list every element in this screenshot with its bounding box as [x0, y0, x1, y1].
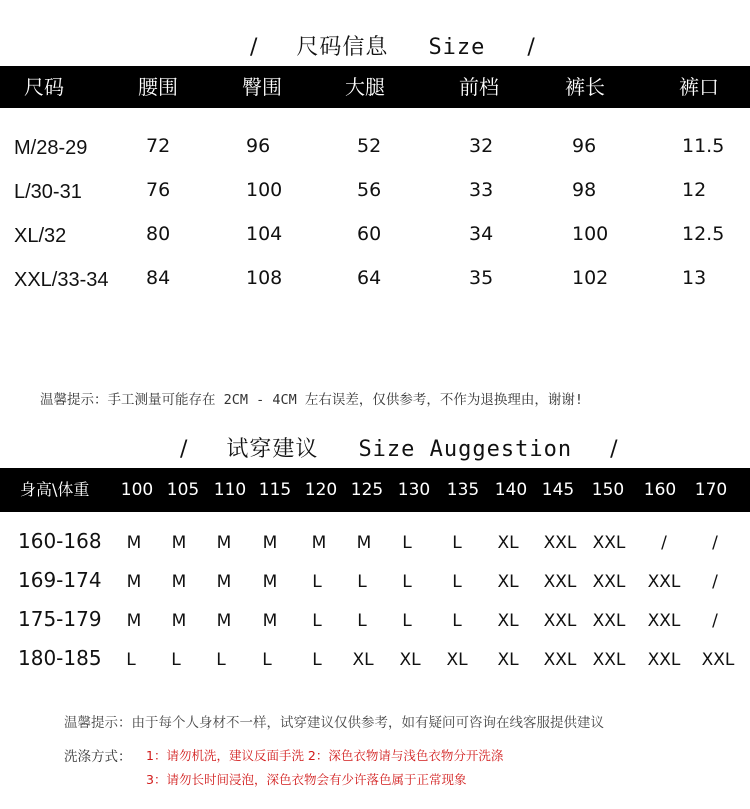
header-waist: 腰围 — [138, 75, 178, 99]
header-weight: 130 — [397, 480, 431, 500]
table-row — [0, 132, 750, 176]
header-front-rise: 前档 — [459, 75, 499, 99]
title-slash-left: / — [180, 437, 189, 462]
cell-front-rise: 35 — [469, 267, 494, 289]
table-row — [0, 606, 750, 645]
header-hip: 臀围 — [242, 75, 282, 99]
cell-thigh: 60 — [357, 223, 382, 245]
cell-front-rise: 33 — [469, 179, 494, 201]
size-table-header — [0, 66, 750, 108]
height-label: 169-174 — [18, 568, 102, 592]
suggestion-table-header — [0, 468, 750, 512]
table-row — [0, 176, 750, 220]
header-weight: 140 — [494, 480, 528, 500]
size-cell: L — [312, 650, 322, 670]
cell-length: 100 — [572, 223, 609, 245]
size-cell: / — [712, 611, 718, 631]
washing-label: 洗涤方式： — [64, 749, 132, 765]
header-size: 尺码 — [24, 75, 64, 99]
size-cell: L — [402, 611, 412, 631]
table-row — [0, 220, 750, 264]
size-label: M/28-29 — [14, 137, 88, 159]
size-cell: XL — [446, 650, 468, 670]
cell-hip: 108 — [246, 267, 283, 289]
header-weight: 145 — [541, 480, 575, 500]
cell-hip: 104 — [246, 223, 283, 245]
size-cell: M — [216, 572, 232, 592]
header-thigh: 大腿 — [345, 75, 385, 99]
size-cell: XL — [497, 533, 519, 553]
size-cell: L — [312, 572, 322, 592]
size-cell: L — [312, 611, 322, 631]
size-cell: L — [402, 533, 412, 553]
size-cell: L — [262, 650, 272, 670]
size-cell: M — [171, 611, 187, 631]
size-cell: L — [452, 611, 462, 631]
cell-hip: 100 — [246, 179, 283, 201]
cell-hip: 96 — [246, 135, 271, 157]
title-cn: 尺码信息 — [296, 35, 389, 60]
cell-waist: 84 — [146, 267, 171, 289]
washing-line-1: 1：请勿机洗，建议反面手洗 2：深色衣物请与浅色衣物分开洗涤 — [146, 748, 504, 763]
cell-waist: 72 — [146, 135, 171, 157]
table-row — [0, 264, 750, 308]
size-cell: XL — [497, 611, 519, 631]
size-cell: M — [126, 533, 142, 553]
size-cell: M — [216, 533, 232, 553]
size-cell: / — [661, 533, 667, 553]
header-weight: 105 — [166, 480, 200, 500]
title-en: Size Auggestion — [358, 437, 573, 462]
cell-length: 102 — [572, 267, 609, 289]
suggestion-section-title — [180, 432, 619, 463]
size-cell: XXL — [647, 650, 681, 670]
size-cell: L — [357, 611, 367, 631]
size-cell: M — [262, 533, 278, 553]
size-cell: L — [216, 650, 226, 670]
cell-thigh: 56 — [357, 179, 382, 201]
cell-waist: 76 — [146, 179, 171, 201]
size-label: L/30-31 — [14, 181, 82, 203]
header-weight: 150 — [591, 480, 625, 500]
size-cell: XXL — [647, 611, 681, 631]
size-cell: M — [356, 533, 372, 553]
size-cell: L — [357, 572, 367, 592]
table-row — [0, 645, 750, 684]
title-cn: 试穿建议 — [226, 437, 319, 462]
header-leg-opening: 裤口 — [679, 75, 719, 99]
size-cell: M — [126, 611, 142, 631]
suggestion-note: 温馨提示：由于每个人身材不一样，试穿建议仅供参考，如有疑问可咨询在线客服提供建议 — [64, 715, 604, 731]
size-cell: XL — [497, 650, 519, 670]
size-cell: XXL — [647, 572, 681, 592]
size-cell: M — [126, 572, 142, 592]
size-cell: L — [452, 533, 462, 553]
header-weight: 125 — [350, 480, 384, 500]
cell-leg-opening: 11.5 — [682, 135, 725, 157]
title-slash-right: / — [527, 35, 536, 60]
table-row — [0, 528, 750, 567]
title-en: Size — [428, 35, 486, 60]
size-cell: L — [452, 572, 462, 592]
size-cell: M — [262, 572, 278, 592]
size-cell: M — [311, 533, 327, 553]
size-cell: XXL — [592, 650, 626, 670]
size-cell: / — [712, 572, 718, 592]
header-length: 裤长 — [565, 75, 605, 99]
size-cell: L — [402, 572, 412, 592]
washing-line-2: 3：请勿长时间浸泡，深色衣物会有少许落色属于正常现象 — [146, 772, 467, 787]
size-cell: XXL — [543, 572, 577, 592]
title-slash-right: / — [610, 437, 619, 462]
cell-leg-opening: 12 — [682, 179, 707, 201]
header-weight: 135 — [446, 480, 480, 500]
header-weight: 120 — [304, 480, 338, 500]
size-cell: XXL — [592, 533, 626, 553]
size-cell: XXL — [701, 650, 735, 670]
header-height-weight: 身高\体重 — [20, 480, 90, 499]
size-cell: M — [262, 611, 278, 631]
height-label: 180-185 — [18, 646, 102, 670]
size-cell: XXL — [543, 650, 577, 670]
size-label: XL/32 — [14, 225, 67, 247]
cell-length: 98 — [572, 179, 597, 201]
title-slash-left: / — [250, 35, 259, 60]
size-cell: XXL — [592, 611, 626, 631]
size-cell: XL — [352, 650, 374, 670]
height-label: 175-179 — [18, 607, 102, 631]
size-cell: XXL — [592, 572, 626, 592]
cell-thigh: 64 — [357, 267, 382, 289]
cell-thigh: 52 — [357, 135, 382, 157]
measurement-note: 温馨提示：手工测量可能存在 2CM - 4CM 左右误差，仅供参考，不作为退换理由，谢谢! — [40, 392, 584, 408]
height-label: 160-168 — [18, 529, 102, 553]
cell-length: 96 — [572, 135, 597, 157]
cell-leg-opening: 13 — [682, 267, 707, 289]
size-cell: L — [171, 650, 181, 670]
size-cell: / — [712, 533, 718, 553]
size-cell: M — [216, 611, 232, 631]
table-row — [0, 567, 750, 606]
size-cell: XL — [399, 650, 421, 670]
size-cell: XXL — [543, 611, 577, 631]
size-label: XXL/33-34 — [14, 269, 109, 291]
size-cell: XXL — [543, 533, 577, 553]
header-weight: 115 — [258, 480, 292, 500]
size-section-title — [250, 30, 536, 61]
cell-waist: 80 — [146, 223, 171, 245]
size-cell: M — [171, 533, 187, 553]
cell-leg-opening: 12.5 — [682, 223, 725, 245]
size-cell: XL — [497, 572, 519, 592]
size-cell: M — [171, 572, 187, 592]
cell-front-rise: 32 — [469, 135, 494, 157]
header-weight: 100 — [120, 480, 154, 500]
cell-front-rise: 34 — [469, 223, 494, 245]
size-cell: L — [126, 650, 136, 670]
header-weight: 170 — [694, 480, 728, 500]
header-weight: 110 — [213, 480, 247, 500]
header-weight: 160 — [643, 480, 677, 500]
